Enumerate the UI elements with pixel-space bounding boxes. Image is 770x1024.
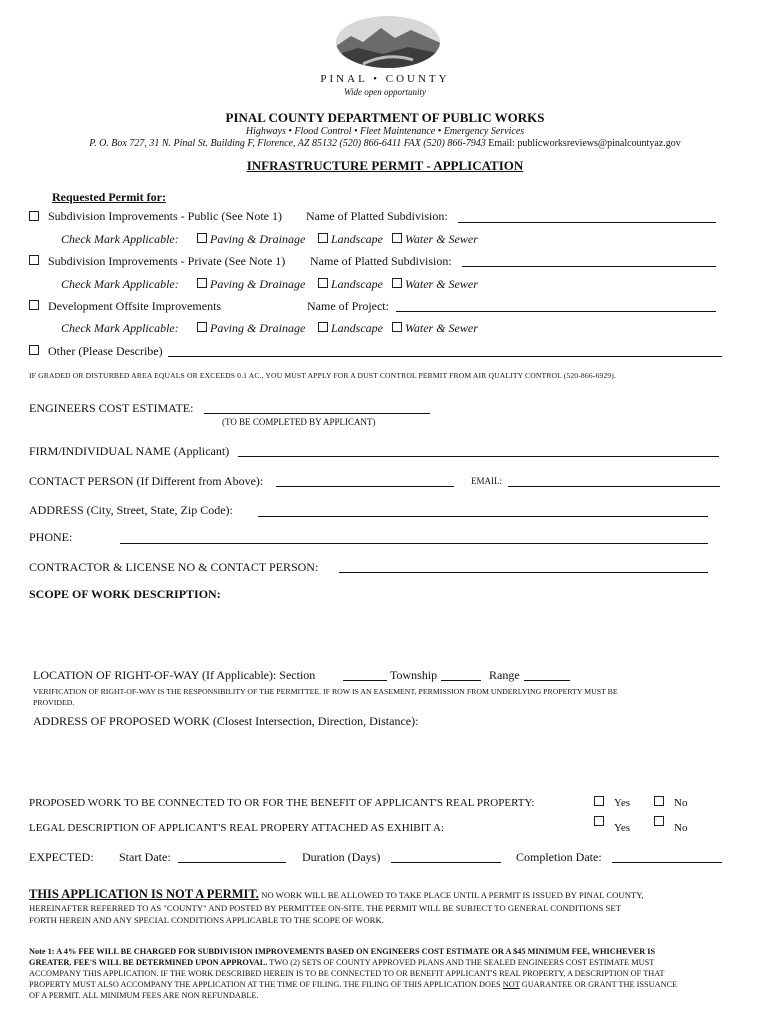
other-checkbox[interactable] [29, 345, 39, 355]
legal-no-checkbox[interactable] [654, 816, 664, 826]
cost-estimate-note: (TO BE COMPLETED BY APPLICANT) [222, 417, 376, 427]
section-input[interactable] [343, 680, 387, 681]
project-name-input[interactable] [396, 311, 716, 312]
private-landscape-label: Landscape [331, 277, 383, 291]
form-title: INFRASTRUCTURE PERMIT - APPLICATION [246, 158, 524, 173]
expected-label: EXPECTED: [29, 850, 94, 864]
address-text: P. O. Box 727, 31 N. Pinal St. Building F, Florence, AZ 85132 (520) 866-6411 FAX (520) 866-7943 [89, 138, 486, 149]
note1-line4-not: NOT [502, 980, 520, 989]
mountain-logo-icon [333, 14, 443, 70]
scope-of-work-label: SCOPE OF WORK DESCRIPTION: [29, 587, 221, 601]
firm-name-label: FIRM/INDIVIDUAL NAME (Applicant) [29, 444, 230, 458]
legal-yes-label: Yes [614, 822, 631, 834]
firm-name-input[interactable] [238, 456, 719, 457]
public-water-checkbox[interactable] [392, 233, 402, 243]
right-of-way-label: LOCATION OF RIGHT-OF-WAY (If Applicable): Section [33, 668, 316, 682]
note1-line2-bold: GREATER. FEE'S WILL BE DETERMINED UPON APPROVAL. [29, 958, 268, 967]
contractor-input[interactable] [339, 572, 708, 573]
offsite-landscape-checkbox[interactable] [318, 322, 328, 332]
private-paving-checkbox[interactable] [197, 278, 207, 288]
not-a-permit-headline: THIS APPLICATION IS NOT A PERMIT. [29, 887, 259, 901]
county-tagline: Wide open opportunity [344, 87, 426, 97]
duration-input[interactable] [391, 862, 501, 863]
department-title: PINAL COUNTY DEPARTMENT OF PUBLIC WORKS [225, 110, 545, 125]
dust-control-notice: IF GRADED OR DISTURBED AREA EQUALS OR EXCEEDS 0.1 AC., YOU MUST APPLY FOR A DUST CONTROL PERMIT FROM AIR QUALITY CONTROL (520-866-6929). [29, 371, 616, 380]
public-paving-checkbox[interactable] [197, 233, 207, 243]
completion-date-label: Completion Date: [516, 850, 602, 864]
scope-of-work-area[interactable] [29, 605, 729, 660]
proposed-work-address-label: ADDRESS OF PROPOSED WORK (Closest Intersection, Direction, Distance): [33, 714, 419, 728]
connected-question: PROPOSED WORK TO BE CONNECTED TO OR FOR THE BENEFIT OF APPLICANT'S REAL PROPERTY: [29, 797, 535, 809]
public-paving-label: Paving & Drainage [210, 232, 306, 246]
not-a-permit-text1: NO WORK WILL BE ALLOWED TO TAKE PLACE UNTIL A PERMIT IS ISSUED BY PINAL COUNTY, [261, 890, 644, 900]
note1-line3: ACCOMPANY THIS APPLICATION. IF THE WORK DESCRIBED HEREIN IS TO BE CONNECTED TO OR BENEFIT APPLICANT'S REAL PROPERTY, A DESCRIPTION OF THAT [29, 969, 665, 978]
legal-yes-checkbox[interactable] [594, 816, 604, 826]
start-date-label: Start Date: [119, 850, 171, 864]
private-landscape-checkbox[interactable] [318, 278, 328, 288]
row-verification-line1: VERIFICATION OF RIGHT-OF-WAY IS THE RESPONSIBILITY OF THE PERMITTEE. IF ROW IS AN EASEMENT, PERMISSION FROM UNDERLYING PROPERTY MUST BE [33, 687, 618, 696]
legal-description-question: LEGAL DESCRIPTION OF APPLICANT'S REAL PROPERY ATTACHED AS EXHIBIT A: [29, 822, 444, 834]
project-name-label: Name of Project: [307, 299, 389, 313]
note1-line1: Note 1: A 4% FEE WILL BE CHARGED FOR SUBDIVISION IMPROVEMENTS BASED ON ENGINEERS COST ESTIMATE OR A $45 MINIMUM FEE, WHICHEVER IS [29, 947, 656, 956]
offsite-paving-label: Paving & Drainage [210, 321, 306, 335]
note1-line4-b: GUARANTEE OR GRANT THE ISSUANCE [519, 980, 678, 989]
other-describe-input[interactable] [168, 356, 722, 357]
offsite-landscape-label: Landscape [331, 321, 383, 335]
check-label-3: Check Mark Applicable: [61, 321, 179, 335]
address-line [0, 138, 770, 149]
connected-yes-label: Yes [614, 797, 631, 809]
note1-line2 [29, 958, 654, 967]
other-label: Other (Please Describe) [48, 344, 163, 358]
check-label-1: Check Mark Applicable: [61, 232, 179, 246]
completion-date-input[interactable] [612, 862, 722, 863]
note1-line4-a: PROPERTY MUST ALSO ACCOMPANY THE APPLICATION AT THE TIME OF FILING. THE FILING OF THIS APPLICATION DOES [29, 980, 503, 989]
range-input[interactable] [524, 680, 570, 681]
public-label: Subdivision Improvements - Public (See Note 1) [48, 209, 282, 223]
note1-line5: OF A PERMIT. ALL MINIMUM FEES ARE NON REFUNDABLE. [29, 991, 259, 1000]
public-subdivision-label: Name of Platted Subdivision: [306, 209, 448, 223]
phone-input[interactable] [120, 543, 708, 544]
duration-label: Duration (Days) [302, 850, 381, 864]
legal-no-label: No [674, 822, 688, 834]
contractor-label: CONTRACTOR & LICENSE NO & CONTACT PERSON: [29, 560, 319, 574]
public-subdivision-input[interactable] [458, 222, 716, 223]
requested-permit-heading: Requested Permit for: [52, 190, 166, 204]
note1-line2-rest: TWO (2) SETS OF COUNTY APPROVED PLANS AND THE SEALED ENGINEERS COST ESTIMATE MUST [267, 958, 655, 967]
phone-label: PHONE: [29, 530, 73, 544]
cost-estimate-input[interactable] [204, 413, 430, 414]
private-paving-label: Paving & Drainage [210, 277, 306, 291]
address-input[interactable] [258, 516, 708, 517]
private-label: Subdivision Improvements - Private (See Note 1) [48, 254, 286, 268]
address-label: ADDRESS (City, Street, State, Zip Code): [29, 503, 233, 517]
public-landscape-checkbox[interactable] [318, 233, 328, 243]
offsite-checkbox[interactable] [29, 300, 39, 310]
proposed-work-address-area[interactable] [33, 732, 723, 787]
offsite-water-label: Water & Sewer [405, 321, 478, 335]
public-landscape-label: Landscape [331, 232, 383, 246]
not-a-permit-line3: FORTH HEREIN AND ANY SPECIAL CONDITIONS APPLICABLE TO THE SCOPE OF WORK. [29, 915, 384, 925]
email-label: EMAIL: [471, 476, 502, 486]
township-label: Township [390, 668, 438, 682]
public-water-label: Water & Sewer [405, 232, 478, 246]
offsite-label: Development Offsite Improvements [48, 299, 222, 313]
email-input[interactable] [508, 486, 720, 487]
township-input[interactable] [441, 680, 481, 681]
connected-no-checkbox[interactable] [654, 796, 664, 806]
county-logo [333, 14, 443, 70]
county-name: PINAL • COUNTY [320, 73, 450, 85]
private-subdivision-input[interactable] [462, 266, 716, 267]
not-a-permit-line2: HEREINAFTER REFERRED TO AS "COUNTY" AND POSTED BY PERMITTEE ON-SITE. THE PERMIT WILL BE SUBJECT TO GENERAL CONDITIONS SET [29, 903, 621, 913]
connected-no-label: No [674, 797, 688, 809]
email-text: Email: publicworksreviews@pinalcountyaz.gov [488, 138, 681, 149]
private-checkbox[interactable] [29, 255, 39, 265]
offsite-water-checkbox[interactable] [392, 322, 402, 332]
private-water-checkbox[interactable] [392, 278, 402, 288]
public-checkbox[interactable] [29, 211, 39, 221]
not-a-permit-line1 [29, 887, 644, 902]
start-date-input[interactable] [178, 862, 286, 863]
contact-person-input[interactable] [276, 486, 454, 487]
check-label-2: Check Mark Applicable: [61, 277, 179, 291]
offsite-paving-checkbox[interactable] [197, 322, 207, 332]
private-subdivision-label: Name of Platted Subdivision: [310, 254, 452, 268]
divisions-line: Highways • Flood Control • Fleet Maintenance • Emergency Services [245, 126, 525, 137]
contact-person-label: CONTACT PERSON (If Different from Above): [29, 474, 264, 488]
connected-yes-checkbox[interactable] [594, 796, 604, 806]
row-verification-line2: PROVIDED. [33, 698, 75, 707]
note1-line4 [29, 980, 677, 989]
cost-estimate-label: ENGINEERS COST ESTIMATE: [29, 401, 194, 415]
private-water-label: Water & Sewer [405, 277, 478, 291]
range-label: Range [489, 668, 520, 682]
